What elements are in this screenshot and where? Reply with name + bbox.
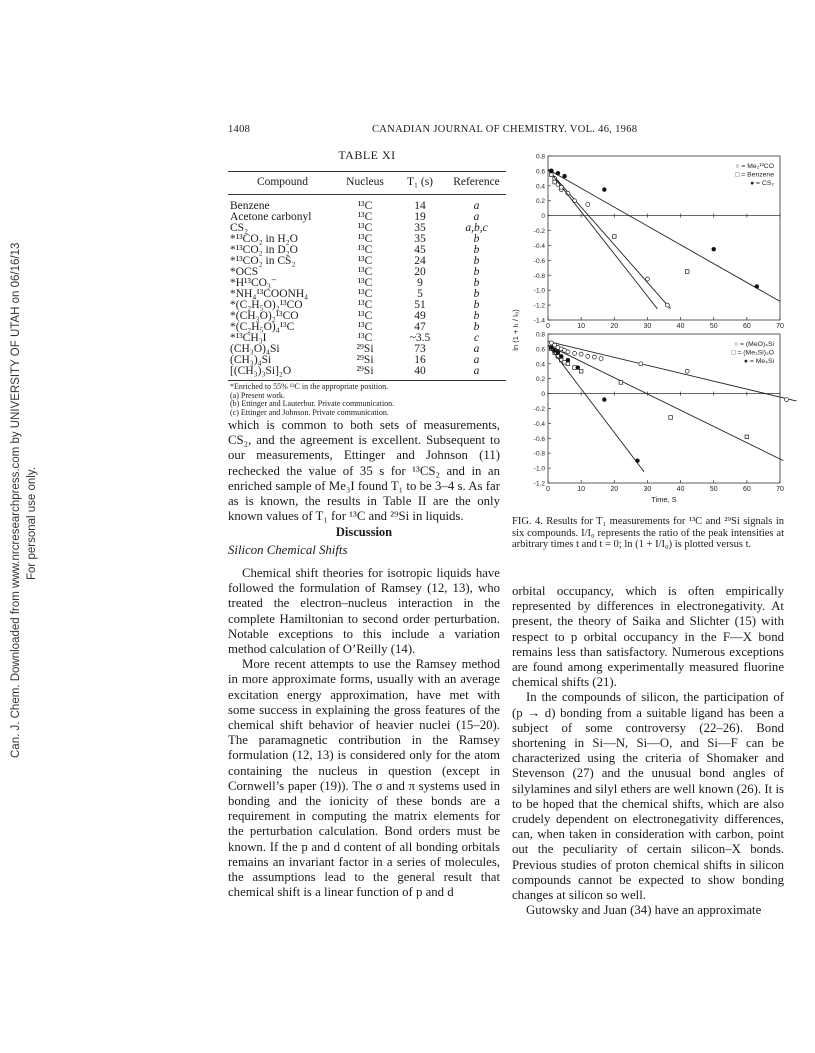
y-tick-label: 0.6: [535, 346, 545, 354]
data-point: [612, 235, 616, 239]
legend-entry: ○ = Me₂¹³CO: [735, 163, 774, 170]
table-cell: ¹³C: [357, 299, 373, 311]
table-cell: ~3.5: [409, 332, 431, 344]
data-point: [556, 171, 560, 175]
table-cell: 51: [414, 299, 426, 311]
table-cell: b: [473, 255, 480, 267]
column-header: Reference: [447, 172, 506, 195]
table-cell: b: [473, 244, 480, 256]
table-cell: 35: [414, 233, 426, 245]
table-footnotes: [230, 383, 506, 417]
table-cell: 47: [414, 321, 426, 333]
data-point: [755, 284, 759, 288]
legend-entry: ● = Me₄Si: [743, 358, 774, 365]
figure-4-plot: [508, 148, 798, 508]
table-cell: ¹³C: [357, 277, 373, 289]
footnote: (c) Ettinger and Johnson. Private communication.: [230, 407, 389, 417]
table-cell: a: [447, 366, 506, 381]
paragraph: orbital occupancy, which is often empirically represented by differences in electronegativity. At present, the theory of Saika and Slichter (15) with respect to p orbital occupancy in the F—X bond remains less than satisfactory. Numerous exceptions are found among experimentally measured fluorine chemical shifts (21).: [512, 584, 784, 690]
table-cell: *¹³CO₂ in D₂O: [230, 244, 298, 256]
x-tick-label: 50: [709, 486, 718, 493]
table-cell: 73: [414, 343, 426, 355]
y-tick-label: 0.8: [535, 153, 545, 161]
table-cell: [(CH₃)₃Si]₂O: [228, 366, 337, 381]
data-point: [685, 369, 689, 373]
y-tick-label: 0: [541, 391, 545, 399]
data-point: [550, 173, 554, 177]
data-point: [566, 350, 570, 354]
fit-line: [548, 169, 671, 308]
table-cell: (CH₃O)₄Si: [230, 343, 280, 355]
data-point: [559, 354, 563, 358]
table-cell: 49: [414, 310, 426, 322]
y-tick-label: -1.4: [533, 317, 545, 325]
x-axis-label: Time, S: [651, 495, 677, 504]
figure-4: [508, 148, 798, 508]
data-point: [619, 381, 623, 385]
x-tick-label: 60: [742, 486, 751, 493]
table-cell: *(C₂H₅O)₂¹³CO: [230, 299, 303, 311]
y-tick-label: -1.0: [533, 465, 545, 473]
y-tick-label: 0.2: [535, 198, 545, 206]
legend-entry: ● = CS₂: [750, 180, 774, 187]
data-point: [665, 303, 669, 307]
x-tick-label: 50: [709, 323, 718, 330]
y-tick-label: -0.4: [533, 420, 545, 428]
table-cell: ¹³C: [357, 255, 373, 267]
table-cell: ¹³C: [357, 211, 373, 223]
y-tick-label: 0: [541, 213, 545, 221]
table-cell: ¹³C: [357, 266, 373, 278]
column-header: T₁ (s): [393, 172, 447, 195]
table-cell: CS₂: [230, 222, 249, 234]
paragraph: In the compounds of silicon, the participation of (p → d) bonding from a suitable ligand has been a subject of some controversy (22–26). Bond shortening in Si—N, Si—O, and Si—F can be characterized using the criteria of Shomaker and Stevenson (27) and the unusual bond angles of silylamines and silyl ethers are well known (26). It is to be hoped that the chemical shifts, which are also crudely dependent on electronegativity differences, can, when taken in consideration with carbon, point out the peculiarity of certain silicon–X bonds. Previous studies of proton chemical shifts in silicon compounds cannot be expected to show bonding changes at silicon so well.: [512, 690, 784, 903]
x-tick-label: 30: [643, 486, 652, 493]
table-cell: ¹³C: [357, 200, 373, 212]
table-cell: ¹³C: [357, 222, 373, 234]
left-column-lower-text: [228, 566, 500, 900]
legend-entry: □ = Benzene: [735, 171, 774, 179]
y-tick-label: -0.8: [533, 272, 545, 280]
download-note-line-2: For personal use only.: [26, 467, 38, 580]
footnote: (a) Present work.: [230, 390, 285, 400]
legend-entry: □ = (Me₃Si)₂O: [731, 349, 774, 357]
x-tick-label: 60: [742, 323, 751, 330]
table-row: [228, 195, 506, 213]
table-cell: 9: [417, 277, 423, 289]
table-cell: b: [473, 310, 480, 322]
table-cell: 19: [414, 211, 426, 223]
data-point: [566, 362, 570, 366]
data-point: [559, 186, 563, 190]
table-cell: 35: [414, 222, 426, 234]
table-cell: ¹³C: [357, 332, 373, 344]
data-point: [586, 202, 590, 206]
y-tick-label: -0.2: [533, 406, 545, 413]
table-cell: ¹³C: [357, 321, 373, 333]
discussion-heading: Discussion: [335, 525, 393, 540]
column-header: Nucleus: [337, 172, 393, 195]
table-cell: *NH₄¹³COONH₄: [230, 288, 309, 300]
table-cell: 45: [414, 244, 426, 256]
table-cell: 16: [414, 354, 426, 366]
table-cell: b: [473, 277, 480, 289]
y-tick-label: -0.6: [533, 435, 545, 443]
table-cell: 14: [414, 200, 426, 212]
figure-caption: FIG. 4. Results for T₁ measurements for ¹³C and ²⁹Si signals in six compounds. I/I₀ represents the ratio of the peak intensities at arbitrary times t and t = 0; ln (1 + I/I₀) is plotted versus t.: [512, 516, 784, 550]
table-cell: ¹³C: [357, 233, 373, 245]
table-cell: a: [473, 200, 480, 212]
y-tick-label: -1.2: [533, 480, 545, 488]
data-point: [579, 369, 583, 373]
table-cell: 5: [417, 288, 423, 300]
table-cell: ²⁹Si: [356, 343, 374, 355]
x-tick-label: 20: [610, 486, 619, 493]
y-tick-label: -0.6: [533, 257, 545, 265]
table-cell: ¹³C: [357, 288, 373, 300]
table-cell: b: [473, 321, 480, 333]
table-cell: a: [473, 354, 480, 366]
subsection-heading: Silicon Chemical Shifts: [228, 542, 348, 557]
data-point: [562, 174, 566, 178]
data-point: [553, 180, 557, 184]
table-cell: a: [473, 343, 480, 355]
table-cell: *OCS: [230, 266, 259, 278]
data-point: [745, 435, 749, 439]
data-point: [579, 352, 583, 356]
data-point: [669, 416, 673, 420]
table-cell: ²⁹Si: [337, 366, 393, 381]
data-point: [639, 362, 643, 366]
legend-entry: ○ = (MeO)₄Si: [734, 341, 774, 348]
data-point: [645, 277, 649, 281]
table-cell: *¹³CO₂ in CS₂: [230, 255, 296, 267]
plot-frame: [548, 156, 780, 320]
table-cell: ¹³C: [357, 244, 373, 256]
x-tick-label: 30: [643, 323, 652, 330]
fit-line: [548, 345, 644, 472]
footnote: (b) Ettinger and Lauterbur. Private communication.: [230, 399, 395, 408]
table-cell: 24: [414, 255, 426, 267]
paragraph: Gutowsky and Juan (34) have an approximate: [526, 903, 762, 918]
table-cell: *¹³CO₂ in H₂O: [230, 233, 298, 245]
footnote: *Enriched to 55% ¹³C in the appropriate position.: [230, 382, 389, 391]
table-cell: 40: [393, 366, 447, 381]
y-tick-label: -0.2: [533, 228, 545, 236]
y-tick-label: -1.0: [533, 287, 545, 295]
x-tick-label: 10: [577, 323, 586, 330]
page-header: [228, 124, 784, 140]
table-cell: Benzene: [230, 200, 270, 212]
data-point: [549, 345, 553, 349]
data-point: [599, 357, 603, 361]
data-point: [602, 187, 606, 191]
y-tick-label: 0.4: [535, 361, 545, 369]
table-cell: ¹³C: [357, 310, 373, 322]
data-point: [712, 247, 716, 251]
x-tick-label: 0: [546, 486, 550, 493]
table-header-row: [228, 172, 506, 195]
table-cell: a: [473, 211, 480, 223]
data-point: [556, 350, 560, 354]
data-point: [592, 355, 596, 359]
data-point: [576, 365, 580, 369]
table-cell: 20: [414, 266, 426, 278]
y-axis-label: ln (1 + Iₜ / I₀): [511, 309, 520, 351]
left-column-upper-text: [228, 418, 500, 558]
x-tick-label: 0: [546, 323, 550, 330]
table-body: [228, 195, 506, 381]
y-tick-label: -1.2: [533, 302, 545, 310]
x-tick-label: 70: [776, 486, 784, 493]
y-tick-label: -0.4: [533, 242, 545, 250]
table-cell: ²⁹Si: [356, 354, 374, 366]
y-tick-label: 0.2: [535, 376, 545, 384]
data-point: [566, 358, 570, 362]
paragraph: More recent attempts to use the Ramsey method in more approximate forms, usually with an average excitation energy approximation, have met with some success in explaining the gross features of the chemical shift behavior of heavier nuclei (15–20). The paramagnetic contribution in the Ramsey formulation (12, 13) is considered only for the atom containing the nucleus in question (except in Cornwell’s paper (19)). The σ and π systems used in bonding and the ionicity of these bonds are a requirement in computing the matrix elements for the perturbation calculation. Bond orders must be known. If the p and d content of all bonding orbitals remains an invariant factor in a series of molecules, the assumptions lead to the general result that chemical shift is a linear function of p and d: [228, 657, 500, 900]
table-xi: [228, 148, 506, 417]
x-tick-label: 40: [676, 486, 685, 493]
paragraph: Chemical shift theories for isotropic liquids have followed the formulation of Ramsey (12, 13), who treated the electron–nucleus interaction in the complete Hamiltonian to second order perturbation. Notable exceptions to this include a variation method calculation of O’Reilly (14).: [228, 566, 500, 657]
x-tick-label: 20: [610, 323, 619, 330]
data-point: [785, 398, 789, 402]
download-watermark: [0, 150, 60, 760]
data-point: [635, 458, 639, 462]
journal-running-header: CANADIAN JOURNAL OF CHEMISTRY. VOL. 46, 1968: [372, 124, 638, 135]
fit-line: [548, 169, 780, 301]
table-cell: Acetone carbonyl: [230, 211, 312, 223]
y-tick-label: 0.8: [535, 331, 545, 339]
y-tick-label: -0.8: [533, 450, 545, 458]
data-point: [602, 397, 606, 401]
table-cell: c: [473, 332, 480, 344]
table-cell: *H¹³CO₃⁻: [230, 277, 278, 289]
table-row: [228, 366, 506, 381]
table-cell: b: [473, 233, 480, 245]
x-tick-label: 70: [776, 323, 784, 330]
x-tick-label: 10: [577, 486, 586, 493]
table-cell: a,b,c: [465, 222, 488, 234]
table-title: TABLE XI: [338, 148, 396, 162]
data-point: [586, 354, 590, 358]
column-header: Compound: [228, 172, 337, 195]
table-cell: b: [473, 266, 480, 278]
page-number: 1408: [228, 124, 251, 135]
table-cell: b: [473, 288, 480, 300]
table-cell: *¹³CH₃I: [230, 332, 267, 344]
data-point: [549, 169, 553, 173]
table-cell: b: [473, 299, 480, 311]
x-tick-label: 40: [676, 323, 685, 330]
paragraph: which is common to both sets of measurements, CS₂, and the agreement is excellent. Subsequent to our measurements, Ettinger and Johnson (11) rechecked the value of 35 s for ¹³CS₂ and in an enriched sample of Me₃I found T₁ to be 3–4 s. As far as is known, the results in Table II are the only known values of T₁ for ¹³C and ²⁹Si in liquids.: [228, 418, 500, 524]
data-point: [685, 270, 689, 274]
data-point: [573, 351, 577, 355]
right-column-text: [512, 584, 784, 918]
y-tick-label: 0.4: [535, 183, 545, 191]
table-cell: (CH₃)₄Si: [230, 354, 272, 366]
table-cell: *(CH₃O)₂¹³CO: [230, 310, 299, 322]
t1-table: [228, 171, 506, 381]
download-note-line-1: Can. J. Chem. Downloaded from www.nrcresearchpress.com by UNIVERSITY OF UTAH on 06/16/13: [10, 242, 22, 758]
table-cell: *(C₂H₅O)₄¹³C: [230, 321, 295, 333]
y-tick-label: 0.6: [535, 168, 545, 176]
